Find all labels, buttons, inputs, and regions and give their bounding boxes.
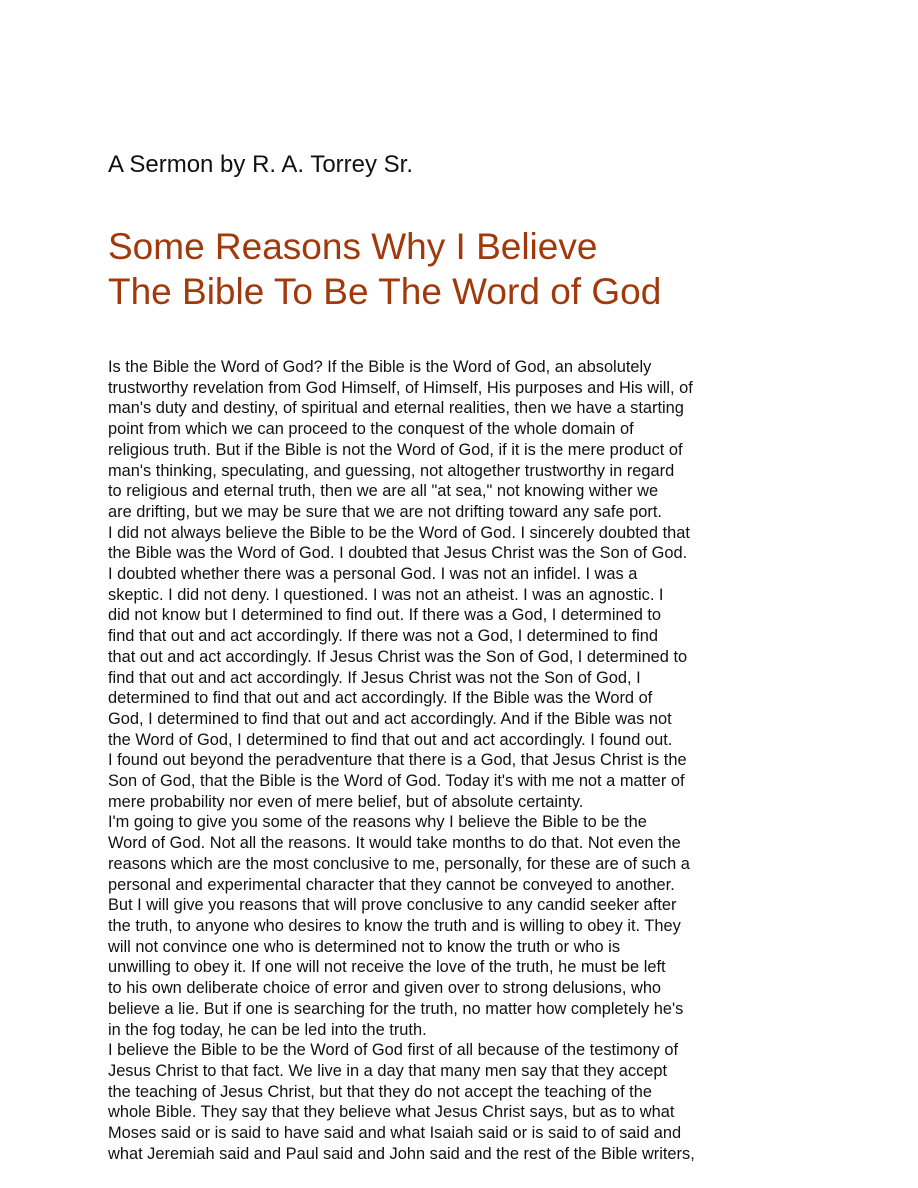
body-text-line: the Word of God, I determined to find that out and act accordingly. I found out. — [108, 730, 673, 749]
body-text-line: did not know but I determined to find out. If there was a God, I determined to — [108, 606, 662, 625]
body-text-line: God, I determined to find that out and act accordingly. And if the Bible was not — [108, 709, 672, 728]
sermon-title-line: The Bible To Be The Word of God — [108, 271, 662, 312]
body-text-line: that out and act accordingly. If Jesus Christ was the Son of God, I determined to — [108, 647, 688, 666]
body-text-line: But I will give you reasons that will prove conclusive to any candid seeker after — [108, 896, 677, 915]
body-text-line: unwilling to obey it. If one will not receive the love of the truth, he must be left — [108, 958, 666, 977]
body-text-line: the truth, to anyone who desires to know the truth and is willing to obey it. They — [108, 916, 681, 935]
body-text-line: Son of God, that the Bible is the Word of God. Today it's with me not a matter of — [108, 772, 685, 791]
body-text-line: Jesus Christ to that fact. We live in a day that many men say that they accept — [108, 1061, 668, 1080]
body-text-line: find that out and act accordingly. If Jesus Christ was not the Son of God, I — [108, 668, 641, 687]
body-text-line: personal and experimental character that they cannot be conveyed to another. — [108, 875, 675, 894]
body-text-line: are drifting, but we may be sure that we are not drifting toward any safe port. — [108, 502, 662, 521]
body-text-line: whole Bible. They say that they believe what Jesus Christ says, but as to what — [108, 1103, 675, 1122]
body-text-line: I did not always believe the Bible to be the Word of God. I sincerely doubted that — [108, 523, 690, 542]
body-text-line: find that out and act accordingly. If there was not a God, I determined to find — [108, 627, 659, 646]
sermon-body — [108, 357, 695, 1164]
body-text-line: Word of God. Not all the reasons. It would take months to do that. Not even the — [108, 834, 681, 853]
body-text-line: believe a lie. But if one is searching for the truth, no matter how completely he's — [108, 999, 684, 1018]
body-text-line: the Bible was the Word of God. I doubted that Jesus Christ was the Son of God. — [108, 544, 688, 563]
body-text-line: to religious and eternal truth, then we are all "at sea," not knowing wither we — [108, 482, 659, 501]
body-text-line: man's duty and destiny, of spiritual and eternal realities, then we have a starting — [108, 399, 684, 418]
body-text-line: what Jeremiah said and Paul said and John said and the rest of the Bible writers, — [108, 1144, 695, 1163]
body-text-line: Is the Bible the Word of God? If the Bible is the Word of God, an absolutely — [108, 358, 652, 376]
body-text-line: the teaching of Jesus Christ, but that they do not accept the teaching of the — [108, 1082, 652, 1101]
body-text-line: point from which we can proceed to the conquest of the whole domain of — [108, 420, 634, 439]
sermon-title — [108, 224, 661, 314]
body-text-line: to his own deliberate choice of error and given over to strong delusions, who — [108, 979, 662, 998]
body-text-line: I believe the Bible to be the Word of God first of all because of the testimony of — [108, 1041, 679, 1060]
body-text-line: determined to find that out and act accordingly. If the Bible was the Word of — [108, 689, 653, 708]
body-text-line: I'm going to give you some of the reasons why I believe the Bible to be the — [108, 813, 647, 832]
body-text-line: skeptic. I did not deny. I questioned. I was not an atheist. I was an agnostic. I — [108, 585, 664, 604]
body-text-line: I doubted whether there was a personal God. I was not an infidel. I was a — [108, 565, 638, 584]
body-text-line: reasons which are the most conclusive to me, personally, for these are of such a — [108, 854, 690, 873]
body-text-line: man's thinking, speculating, and guessing, not altogether trustworthy in regard — [108, 461, 675, 480]
body-text-line: I found out beyond the peradventure that there is a God, that Jesus Christ is the — [108, 751, 687, 770]
sermon-byline: A Sermon by R. A. Torrey Sr. — [108, 151, 414, 178]
sermon-title-line: Some Reasons Why I Believe — [108, 226, 598, 267]
body-text-line: in the fog today, he can be led into the truth. — [108, 1020, 427, 1039]
body-text-line: religious truth. But if the Bible is not the Word of God, if it is the mere product of — [108, 440, 683, 459]
body-text-line: trustworthy revelation from God Himself, of Himself, His purposes and His will, of — [108, 378, 693, 397]
body-text-line: will not convince one who is determined not to know the truth or who is — [108, 937, 621, 956]
body-text-line: Moses said or is said to have said and what Isaiah said or is said to of said and — [108, 1124, 682, 1143]
body-text-line: mere probability nor even of mere belief, but of absolute certainty. — [108, 792, 584, 811]
